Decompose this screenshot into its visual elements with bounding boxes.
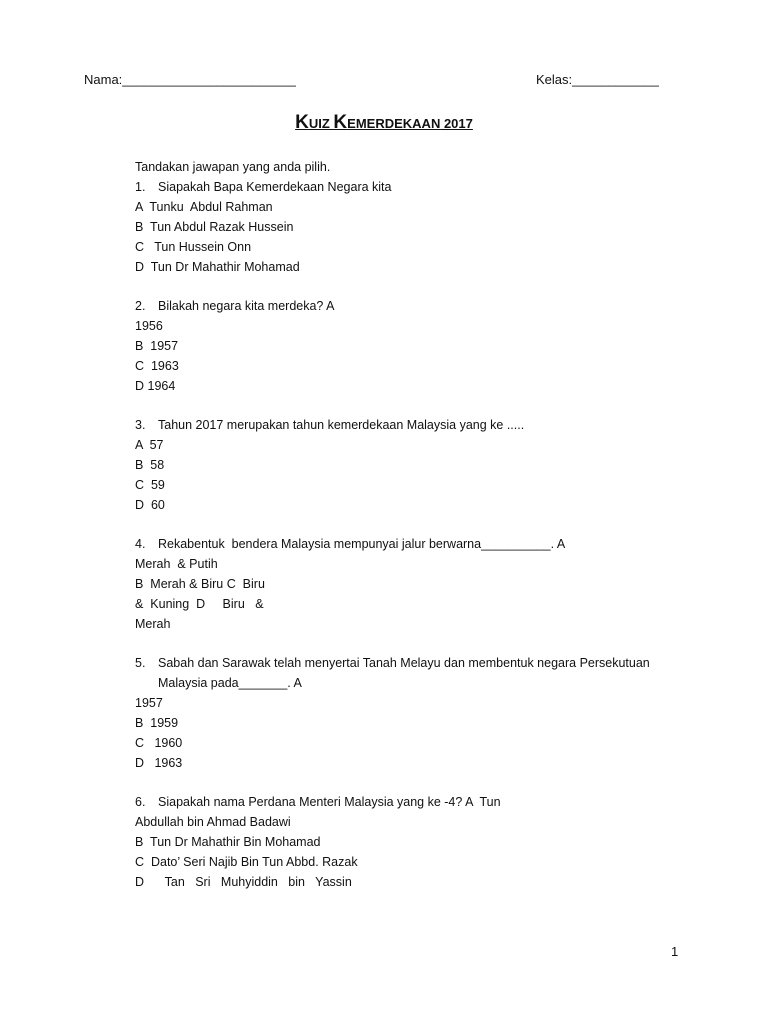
q4-number: 4. bbox=[135, 537, 146, 551]
q5-text-1: Sabah dan Sarawak telah menyertai Tanah Melayu dan membentuk negara Persekutuan bbox=[158, 656, 650, 670]
kelas-field: Kelas:____________ bbox=[536, 72, 659, 87]
instruction: Tandakan jawapan yang anda pilih. bbox=[135, 160, 331, 174]
q5-text-2: Malaysia pada_______. A bbox=[158, 676, 302, 690]
title-uiz: UIZ bbox=[308, 116, 334, 131]
q3-option-b: B 58 bbox=[135, 458, 165, 472]
title-year: 2017 bbox=[440, 116, 473, 131]
q6-line-4: D Tan Sri Muhyiddin bin Yassin bbox=[135, 875, 352, 889]
q1-option-d: D Tun Dr Mahathir Mohamad bbox=[135, 260, 300, 274]
quiz-body bbox=[135, 157, 695, 892]
q2-number: 2. bbox=[135, 299, 146, 313]
page-number: 1 bbox=[671, 944, 679, 959]
q5-number: 5. bbox=[135, 656, 146, 670]
q6-line-2: B Tun Dr Mahathir Bin Mohamad bbox=[135, 835, 321, 849]
q6-number: 6. bbox=[135, 795, 146, 809]
question-2 bbox=[135, 296, 695, 316]
q1-option-c: C Tun Hussein Onn bbox=[135, 240, 252, 254]
q2-line-1: 1956 bbox=[135, 319, 163, 333]
q2-line-2: B 1957 bbox=[135, 339, 179, 353]
q4-text: Rekabentuk bendera Malaysia mempunyai jalur berwarna__________. A bbox=[158, 537, 566, 551]
question-1 bbox=[135, 177, 695, 197]
q1-option-a: A Tunku Abdul Rahman bbox=[135, 200, 273, 214]
q6-text: Siapakah nama Perdana Menteri Malaysia yang ke -4? A Tun bbox=[158, 795, 501, 809]
q3-option-c: C 59 bbox=[135, 478, 165, 492]
q2-line-4: D 1964 bbox=[135, 379, 176, 393]
q5-line-4: D 1963 bbox=[135, 756, 183, 770]
page-title bbox=[0, 112, 768, 134]
question-6 bbox=[135, 792, 695, 812]
q5-line-1: 1957 bbox=[135, 696, 163, 710]
q6-line-3: C Dato’ Seri Najib Bin Tun Abbd. Razak bbox=[135, 855, 358, 869]
title-cap-k1: K bbox=[295, 112, 309, 133]
q3-option-a: A 57 bbox=[135, 438, 164, 452]
q6-line-1: Abdullah bin Ahmad Badawi bbox=[135, 815, 291, 829]
q1-text: Siapakah Bapa Kemerdekaan Negara kita bbox=[158, 180, 392, 194]
q3-text: Tahun 2017 merupakan tahun kemerdekaan Malaysia yang ke ..... bbox=[158, 418, 525, 432]
title-cap-k2: K bbox=[333, 112, 348, 133]
q3-number: 3. bbox=[135, 418, 146, 432]
q4-line-3: & Kuning D Biru & bbox=[135, 597, 264, 611]
q5-line-3: C 1960 bbox=[135, 736, 183, 750]
q4-line-4: Merah bbox=[135, 617, 171, 631]
q2-line-3: C 1963 bbox=[135, 359, 179, 373]
q5-line-2: B 1959 bbox=[135, 716, 179, 730]
q2-text: Bilakah negara kita merdeka? A bbox=[158, 299, 335, 313]
question-4 bbox=[135, 534, 695, 554]
title-emerdekaan: EMERDEKAAN bbox=[347, 116, 441, 131]
q4-line-2: B Merah & Biru C Biru bbox=[135, 577, 265, 591]
question-3 bbox=[135, 415, 695, 435]
nama-field: Nama:________________________ bbox=[84, 72, 296, 87]
q1-option-b: B Tun Abdul Razak Hussein bbox=[135, 220, 294, 234]
q3-option-d: D 60 bbox=[135, 498, 165, 512]
q1-number: 1. bbox=[135, 180, 146, 194]
question-5 bbox=[135, 653, 695, 673]
q4-line-1: Merah & Putih bbox=[135, 557, 218, 571]
